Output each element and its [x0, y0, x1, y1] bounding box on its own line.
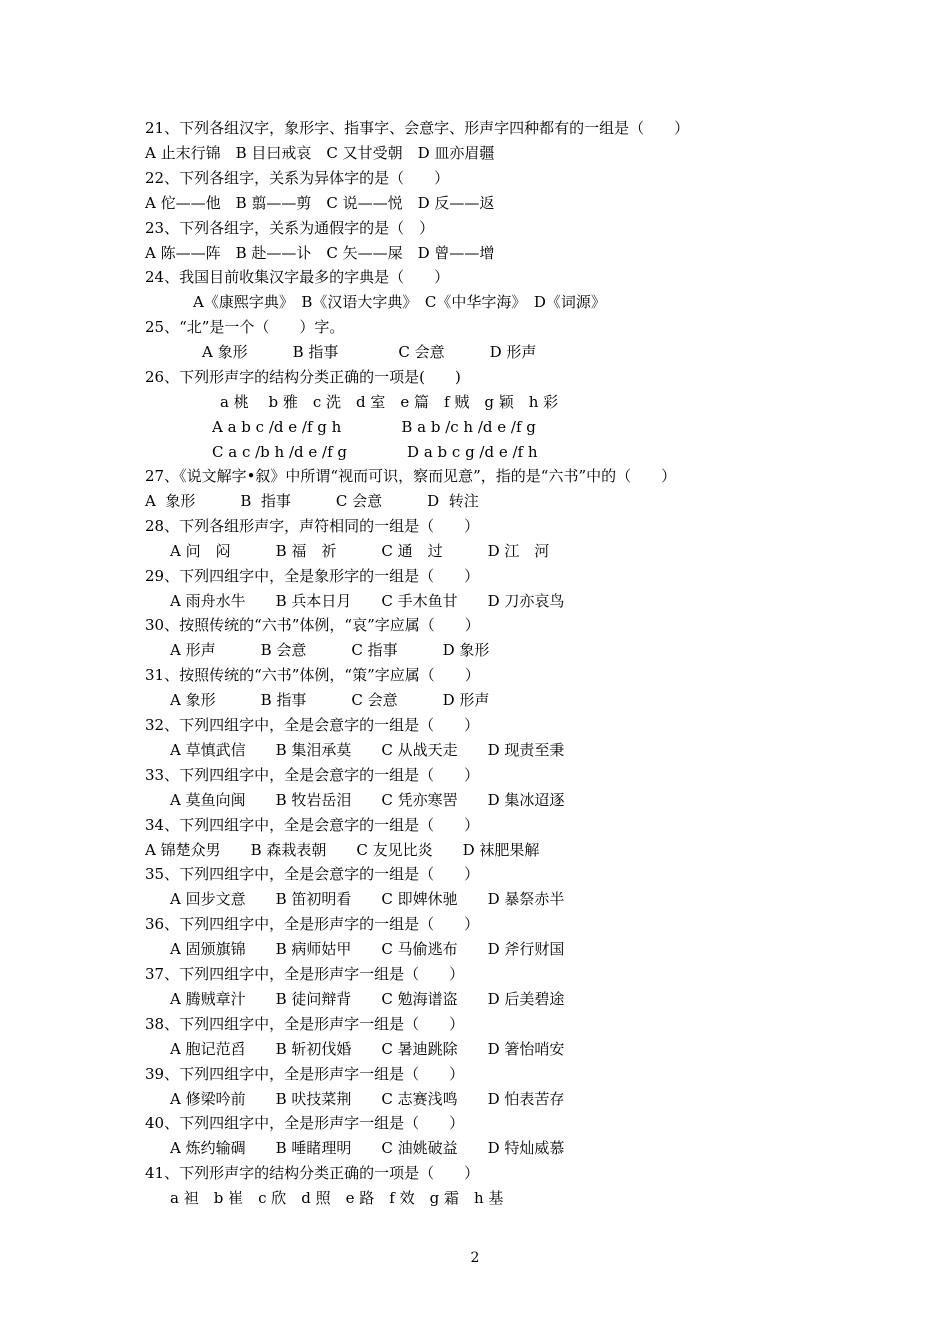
- question-29: 29、下列四组字中，全是象形字的一组是（ ）: [145, 567, 480, 585]
- options-26-cd: C a c /b h /d e /f g D a b c g /d e /f h: [212, 443, 538, 461]
- options-33: A 莫鱼向闽 B 牧岩岳泪 C 凭亦寒罟 D 集冰迢逐: [170, 791, 565, 809]
- question-31: 31、按照传统的“六书”体例，“策”字应属（ ）: [145, 666, 480, 684]
- options-29: A 雨舟水牛 B 兵本日月 C 手木鱼甘 D 刀亦哀鸟: [170, 592, 565, 610]
- question-28: 28、下列各组形声字，声符相同的一组是（ ）: [145, 517, 480, 535]
- question-27: 27、《说文解字•叙》中所谓“视而可识，察而见意”，指的是“六书”中的（ ）: [145, 467, 677, 485]
- question-39: 39、下列四组字中，全是形声字一组是（ ）: [145, 1065, 465, 1083]
- characters-26: a 桃 b 雅 c 洗 d 室 e 篇 f 贼 g 颖 h 彩: [220, 393, 559, 411]
- question-35: 35、下列四组字中，全是会意字的一组是（ ）: [145, 865, 480, 883]
- options-32: A 草慎武信 B 集泪承莫 C 从战天走 D 现责至秉: [170, 741, 565, 759]
- options-35: A 回步文意 B 笛初明看 C 即婢休驰 D 暴祭赤半: [170, 890, 565, 908]
- options-25: A 象形 B 指事 C 会意 D 形声: [202, 343, 537, 361]
- options-36: A 固颁旗锦 B 病师姑甲 C 马偷逃布 D 斧行财国: [170, 940, 565, 958]
- question-40: 40、下列四组字中，全是形声字一组是（ ）: [145, 1114, 465, 1132]
- options-23: A 陈——阵 B 赴——讣 C 矢——屎 D 曾——增: [145, 244, 495, 262]
- question-41: 41、下列形声字的结构分类正确的一项是（ ）: [145, 1164, 480, 1182]
- page-number: 2: [470, 1250, 480, 1266]
- options-39: A 修梁吟前 B 吠技菜荆 C 志赛浅鸣 D 怕表苦存: [170, 1090, 565, 1108]
- question-21: 21、下列各组汉字，象形字、指事字、会意字、形声字四种都有的一组是（ ）: [145, 119, 690, 137]
- question-32: 32、下列四组字中，全是会意字的一组是（ ）: [145, 716, 480, 734]
- options-27: A 象形 B 指事 C 会意 D 转注: [145, 492, 479, 510]
- question-22: 22、下列各组字，关系为异体字的是（ ）: [145, 169, 450, 187]
- characters-41: a 袒 b 崔 c 欣 d 照 e 路 f 效 g 霜 h 基: [170, 1189, 504, 1207]
- question-37: 37、下列四组字中，全是形声字一组是（ ）: [145, 965, 465, 983]
- question-23: 23、下列各组字，关系为通假字的是（ ）: [145, 219, 435, 237]
- options-40: A 炼约输碉 B 唾睹理明 C 油姚破益 D 特灿威慕: [170, 1139, 565, 1157]
- options-22: A 佗——他 B 翦——剪 C 说——悦 D 反——返: [145, 194, 495, 212]
- question-34: 34、下列四组字中，全是会意字的一组是（ ）: [145, 816, 480, 834]
- question-24: 24、我国目前收集汉字最多的字典是（ ）: [145, 268, 450, 286]
- options-26-ab: A a b c /d e /f g h B a b /c h /d e /f g: [212, 418, 536, 436]
- options-28: A 问 闷 B 福 祈 C 通 过 D 江 河: [170, 542, 550, 560]
- question-38: 38、下列四组字中，全是形声字一组是（ ）: [145, 1015, 465, 1033]
- question-26: 26、下列形声字的结构分类正确的一项是( ): [145, 368, 461, 386]
- options-30: A 形声 B 会意 C 指事 D 象形: [170, 641, 490, 659]
- question-36: 36、下列四组字中，全是形声字的一组是（ ）: [145, 915, 480, 933]
- options-38: A 胞记范舀 B 斩初伐婚 C 暑迪跳除 D 箸怡哨安: [170, 1040, 565, 1058]
- options-31: A 象形 B 指事 C 会意 D 形声: [170, 691, 490, 709]
- options-37: A 腾贼章汁 B 徒问辩背 C 勉海谱盗 D 后美碧途: [170, 990, 565, 1008]
- question-25: 25、“北”是一个（ ）字。: [145, 318, 345, 336]
- options-21: A 止末行锦 B 目曰戒哀 C 又甘受朝 D 皿亦眉疆: [145, 144, 495, 162]
- options-24: A《康熙字典》 B《汉语大字典》 C《中华字海》 D《词源》: [193, 293, 606, 311]
- question-33: 33、下列四组字中，全是会意字的一组是（ ）: [145, 766, 480, 784]
- options-34: A 锦楚众男 B 森栽表朝 C 友见比炎 D 袜肥果解: [145, 841, 540, 859]
- question-30: 30、按照传统的“六书”体例，“哀”字应属（ ）: [145, 616, 480, 634]
